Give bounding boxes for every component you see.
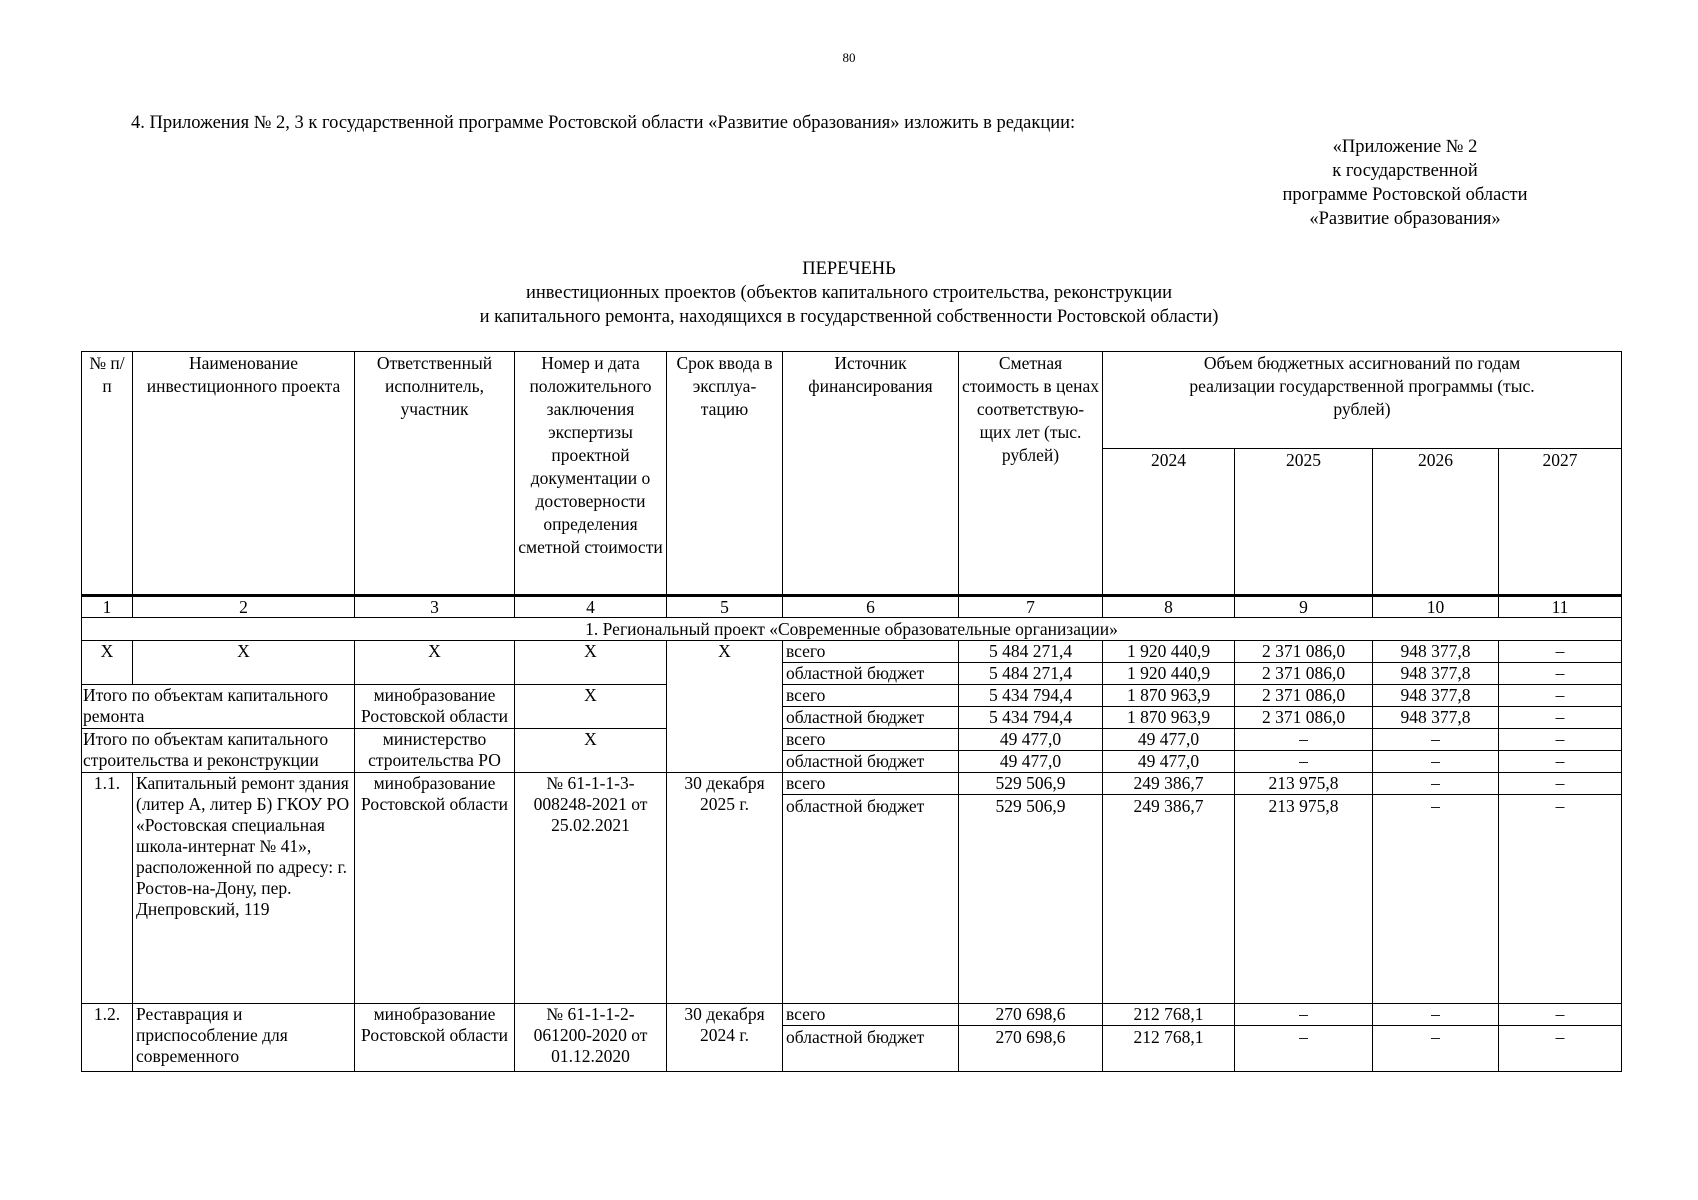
cell-year-value: 1 870 963,9 xyxy=(1103,685,1235,707)
cell-year-value: 2 371 086,0 xyxy=(1235,707,1373,729)
cell-cost: 49 477,0 xyxy=(959,751,1103,773)
cell-expertise: Х xyxy=(515,729,667,773)
header-cell-source: Источник финансирования xyxy=(783,352,959,596)
header-cell-executor: Ответственный исполнитель, участник xyxy=(355,352,515,596)
column-number: 10 xyxy=(1373,596,1499,618)
cell-expertise: № 61-1-1-2-061200-2020 от 01.12.2020 xyxy=(515,1004,667,1072)
cell-deadline: Х xyxy=(667,641,783,773)
cell-number: 1.2. xyxy=(82,1004,133,1072)
cell-source: всего xyxy=(783,641,959,663)
cell-total-name: Итого по объектам капитального строительства и реконструкции xyxy=(82,729,355,773)
cell-source: всего xyxy=(783,773,959,795)
cell-year-value: – xyxy=(1373,1026,1499,1072)
cell-year-value: 213 975,8 xyxy=(1235,773,1373,795)
cell-year-value: – xyxy=(1499,707,1622,729)
table-row xyxy=(82,729,1622,751)
cell-year-value: – xyxy=(1235,1004,1373,1026)
column-number: 6 xyxy=(783,596,959,618)
cell-source: областной бюджет xyxy=(783,795,959,1004)
cell-cost: 5 434 794,4 xyxy=(959,707,1103,729)
cell-year-value: 212 768,1 xyxy=(1103,1004,1235,1026)
table-row xyxy=(82,641,1622,663)
cell-expertise: № 61-1-1-3-008248-2021 от 25.02.2021 xyxy=(515,773,667,1004)
appendix-line: «Развитие образования» xyxy=(1309,209,1501,229)
cell-year-value: 49 477,0 xyxy=(1103,729,1235,751)
column-number: 8 xyxy=(1103,596,1235,618)
cell-year-value: 249 386,7 xyxy=(1103,795,1235,1004)
header-cell-year: 2024 xyxy=(1103,449,1235,596)
cell-cost: 5 434 794,4 xyxy=(959,685,1103,707)
document-heading xyxy=(0,257,1698,329)
cell-year-value: – xyxy=(1235,751,1373,773)
appendix-line: к государственной xyxy=(1332,161,1478,181)
cell-executor: минобразование Ростовской области xyxy=(355,685,515,729)
header-cell-year: 2026 xyxy=(1373,449,1499,596)
cell-executor: министерство строительства РО xyxy=(355,729,515,773)
cell-source: областной бюджет xyxy=(783,1026,959,1072)
appendix-caption xyxy=(1245,135,1565,231)
cell-year-value: 249 386,7 xyxy=(1103,773,1235,795)
table-row xyxy=(82,685,1622,707)
section-title-row xyxy=(82,618,1622,641)
column-number: 4 xyxy=(515,596,667,618)
cell-cost: 270 698,6 xyxy=(959,1026,1103,1072)
cell-project-name: Х xyxy=(133,641,355,685)
heading-title: ПЕРЕЧЕНЬ xyxy=(802,259,896,279)
cell-source: областной бюджет xyxy=(783,707,959,729)
header-cell-year: 2027 xyxy=(1499,449,1622,596)
cell-year-value: – xyxy=(1373,795,1499,1004)
header-cell-budget-volume: Объем бюджетных ассигнований по годам реализации государственной программы (тыс. рублей) xyxy=(1103,352,1622,449)
cell-year-value: – xyxy=(1499,751,1622,773)
header-row xyxy=(82,352,1622,449)
investment-projects-table xyxy=(81,351,1622,1072)
table-row xyxy=(82,773,1622,795)
cell-cost: 529 506,9 xyxy=(959,773,1103,795)
cell-deadline: 30 декабря 2024 г. xyxy=(667,1004,783,1072)
column-number: 1 xyxy=(82,596,133,618)
cell-year-value: – xyxy=(1373,729,1499,751)
cell-executor: минобразование Ростовской области xyxy=(355,1004,515,1072)
cell-cost: 49 477,0 xyxy=(959,729,1103,751)
header-cell-cost: Сметная стоимость в ценах соответствую-щих лет (тыс. рублей) xyxy=(959,352,1103,596)
cell-cost: 5 484 271,4 xyxy=(959,663,1103,685)
cell-number: Х xyxy=(82,641,133,685)
cell-year-value: – xyxy=(1499,663,1622,685)
cell-deadline: 30 декабря 2025 г. xyxy=(667,773,783,1004)
cell-source: областной бюджет xyxy=(783,663,959,685)
column-number: 3 xyxy=(355,596,515,618)
cell-executor: минобразование Ростовской области xyxy=(355,773,515,1004)
cell-year-value: 1 920 440,9 xyxy=(1103,663,1235,685)
cell-year-value: – xyxy=(1373,773,1499,795)
table-row xyxy=(82,1004,1622,1026)
cell-project-name: Реставрация и приспособление для современного xyxy=(133,1004,355,1072)
cell-year-value: 948 377,8 xyxy=(1373,707,1499,729)
cell-expertise: Х xyxy=(515,685,667,729)
cell-cost: 270 698,6 xyxy=(959,1004,1103,1026)
column-number: 2 xyxy=(133,596,355,618)
column-number: 5 xyxy=(667,596,783,618)
column-number: 11 xyxy=(1499,596,1622,618)
cell-year-value: – xyxy=(1373,751,1499,773)
cell-year-value: 948 377,8 xyxy=(1373,685,1499,707)
intro-text: 4. Приложения № 2, 3 к государственной программе Ростовской области «Развитие образования» изложить в редакции: xyxy=(131,113,1076,133)
cell-year-value: 2 371 086,0 xyxy=(1235,663,1373,685)
cell-number: 1.1. xyxy=(82,773,133,1004)
cell-source: всего xyxy=(783,1004,959,1026)
cell-year-value: – xyxy=(1373,1004,1499,1026)
cell-cost: 529 506,9 xyxy=(959,795,1103,1004)
cell-source: областной бюджет xyxy=(783,751,959,773)
header-cell-project-name: Наименование инвестиционного проекта xyxy=(133,352,355,596)
cell-year-value: – xyxy=(1499,1004,1622,1026)
cell-year-value: – xyxy=(1499,795,1622,1004)
appendix-line: «Приложение № 2 xyxy=(1332,137,1478,157)
header-cell-number: № п/п xyxy=(82,352,133,596)
heading-subtitle: и капитального ремонта, находящихся в государственной собственности Ростовской области) xyxy=(479,307,1219,327)
header-cell-year: 2025 xyxy=(1235,449,1373,596)
column-number: 9 xyxy=(1235,596,1373,618)
cell-year-value: – xyxy=(1499,641,1622,663)
cell-total-name: Итого по объектам капитального ремонта xyxy=(82,685,355,729)
cell-cost: 5 484 271,4 xyxy=(959,641,1103,663)
cell-year-value: 1 870 963,9 xyxy=(1103,707,1235,729)
cell-executor: Х xyxy=(355,641,515,685)
cell-year-value: – xyxy=(1499,1026,1622,1072)
cell-year-value: 212 768,1 xyxy=(1103,1026,1235,1072)
heading-subtitle: инвестиционных проектов (объектов капитального строительства, реконструкции xyxy=(525,283,1173,303)
header-cell-expertise: Номер и дата положительного заключения экспертизы проектной документации о достоверности определения сметной стоимости xyxy=(515,352,667,596)
cell-year-value: 49 477,0 xyxy=(1103,751,1235,773)
cell-year-value: – xyxy=(1499,729,1622,751)
page-number: 80 xyxy=(842,50,856,65)
cell-source: всего xyxy=(783,685,959,707)
cell-project-name: Капитальный ремонт здания (литер А, литер Б) ГКОУ РО «Ростовская специальная школа-интернат № 41», расположенной по адресу: г. Ростов-на-Дону, пер. Днепровский, 119 xyxy=(133,773,355,1004)
cell-year-value: 2 371 086,0 xyxy=(1235,685,1373,707)
column-numbers-row xyxy=(82,596,1622,618)
column-number: 7 xyxy=(959,596,1103,618)
cell-year-value: – xyxy=(1235,729,1373,751)
cell-expertise: Х xyxy=(515,641,667,685)
cell-year-value: – xyxy=(1235,1026,1373,1072)
cell-year-value: 2 371 086,0 xyxy=(1235,641,1373,663)
section-title: 1. Региональный проект «Современные образовательные организации» xyxy=(82,618,1622,641)
cell-year-value: 213 975,8 xyxy=(1235,795,1373,1004)
appendix-line: программе Ростовской области xyxy=(1282,185,1528,205)
header-cell-deadline: Срок ввода в эксплуа-тацию xyxy=(667,352,783,596)
cell-source: всего xyxy=(783,729,959,751)
cell-year-value: 948 377,8 xyxy=(1373,641,1499,663)
cell-year-value: 1 920 440,9 xyxy=(1103,641,1235,663)
cell-year-value: 948 377,8 xyxy=(1373,663,1499,685)
cell-year-value: – xyxy=(1499,773,1622,795)
cell-year-value: – xyxy=(1499,685,1622,707)
